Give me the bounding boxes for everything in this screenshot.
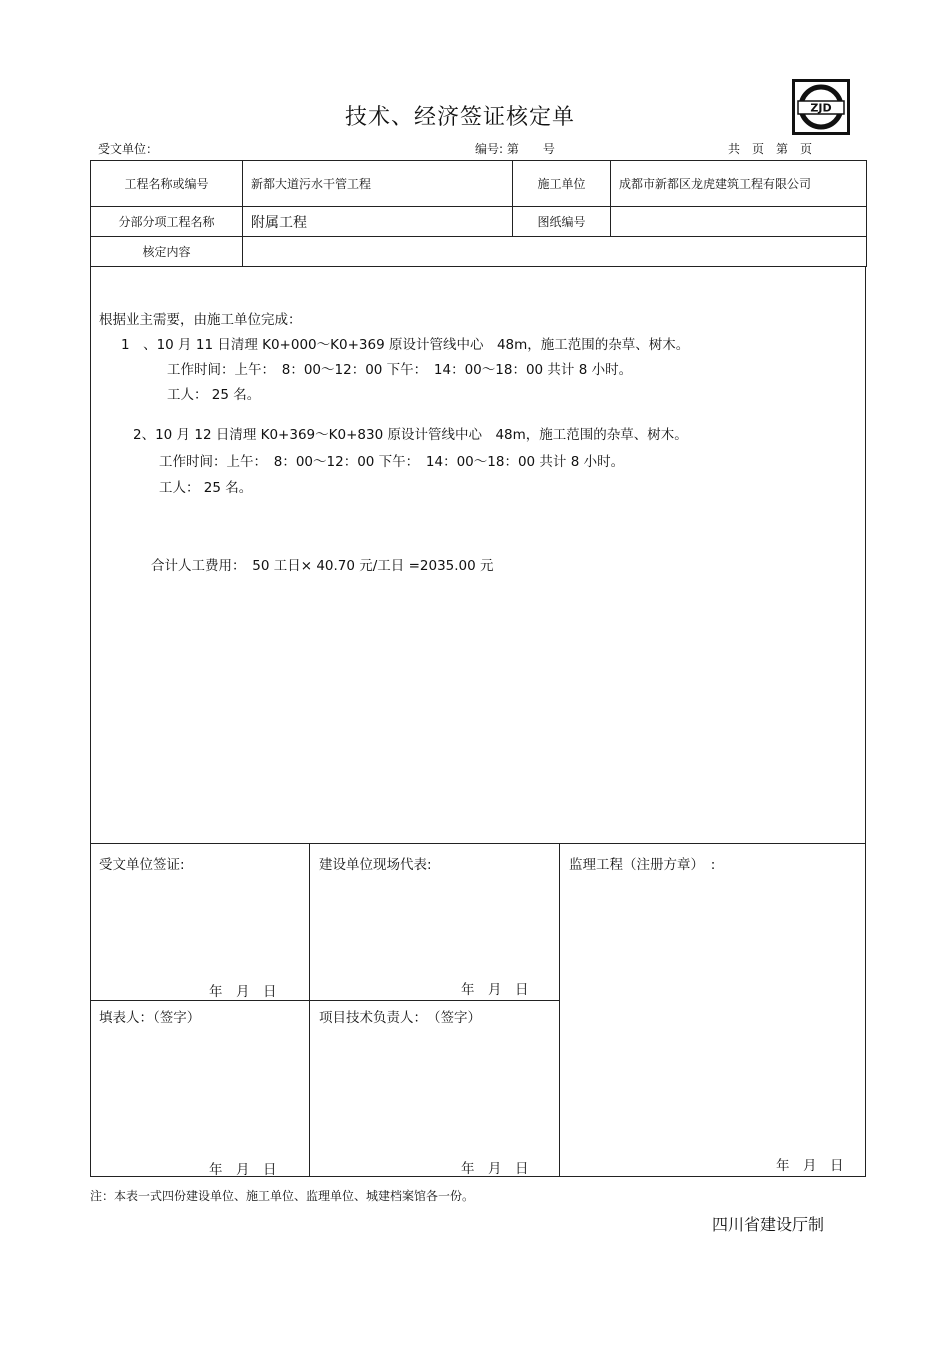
- supervisor-label: 监理工程（注册方章） :: [569, 857, 716, 873]
- drawing-number-value: [611, 207, 867, 237]
- project-name-value: 新都大道污水干管工程: [243, 161, 513, 207]
- info-table: [90, 160, 867, 267]
- svg-text:ZJD: ZJD: [810, 101, 832, 115]
- content-label: 核定内容: [91, 237, 243, 267]
- page-label: 共 页 第 页: [728, 142, 813, 156]
- divider: [91, 1000, 559, 1001]
- content-label-value: [243, 237, 867, 267]
- filler-label: 填表人：（签字）: [99, 1010, 201, 1026]
- item1-line2: 工作时间：上午： 8：00～12：00 下午： 14：00～18：00 共计 8 小时。: [167, 362, 633, 378]
- company-logo: [792, 79, 850, 135]
- divider: [309, 844, 310, 1176]
- content-area: [90, 266, 866, 843]
- subproject-label: 分部分项工程名称: [91, 207, 243, 237]
- number-label: 编号: 第 号: [475, 142, 555, 156]
- item2-line2: 工作时间：上午： 8：00～12：00 下午： 14：00～18：00 共计 8 小时。: [159, 454, 625, 470]
- tech-lead-label: 项目技术负责人： （签字）: [319, 1010, 481, 1026]
- divider: [559, 844, 560, 1176]
- date-recipient: 年 月 日: [209, 984, 277, 1000]
- recipient-sign-label: 受文单位签证:: [99, 857, 185, 873]
- item1-line1: 1 、10 月 11 日清理 K0+000～K0+369 原设计管线中心 48m，施工范围的杂草、树木。: [121, 337, 690, 353]
- total-cost: 合计人工费用： 50 工日× 40.70 元/工日 =2035.00 元: [151, 558, 494, 574]
- issuer-text: 四川省建设厅制: [712, 1215, 825, 1234]
- intro-text: 根据业主需要，由施工单位完成：: [99, 312, 302, 328]
- document-title: 技术、经济签证核定单: [344, 105, 575, 130]
- item2-line3: 工人： 25 名。: [159, 480, 253, 496]
- contractor-value: 成都市新都区龙虎建筑工程有限公司: [611, 161, 867, 207]
- subproject-value: 附属工程: [243, 207, 513, 237]
- recipient-label: 受文单位：: [98, 142, 159, 156]
- drawing-number-label: 图纸编号: [513, 207, 611, 237]
- project-name-label: 工程名称或编号: [91, 161, 243, 207]
- date-owner-rep: 年 月 日: [461, 982, 529, 998]
- signature-section: [90, 843, 866, 1177]
- item1-line3: 工人： 25 名。: [167, 387, 261, 403]
- date-tech-lead: 年 月 日: [461, 1161, 529, 1177]
- date-filler: 年 月 日: [209, 1162, 277, 1178]
- owner-rep-label: 建设单位现场代表:: [319, 857, 432, 873]
- footer-note: 注：本表一式四份建设单位、施工单位、监理单位、城建档案馆各一份。: [90, 1189, 475, 1203]
- item2-line1: 2、10 月 12 日清理 K0+369～K0+830 原设计管线中心 48m，施工范围的杂草、树木。: [133, 427, 688, 443]
- date-supervisor: 年 月 日: [776, 1158, 844, 1174]
- contractor-label: 施工单位: [513, 161, 611, 207]
